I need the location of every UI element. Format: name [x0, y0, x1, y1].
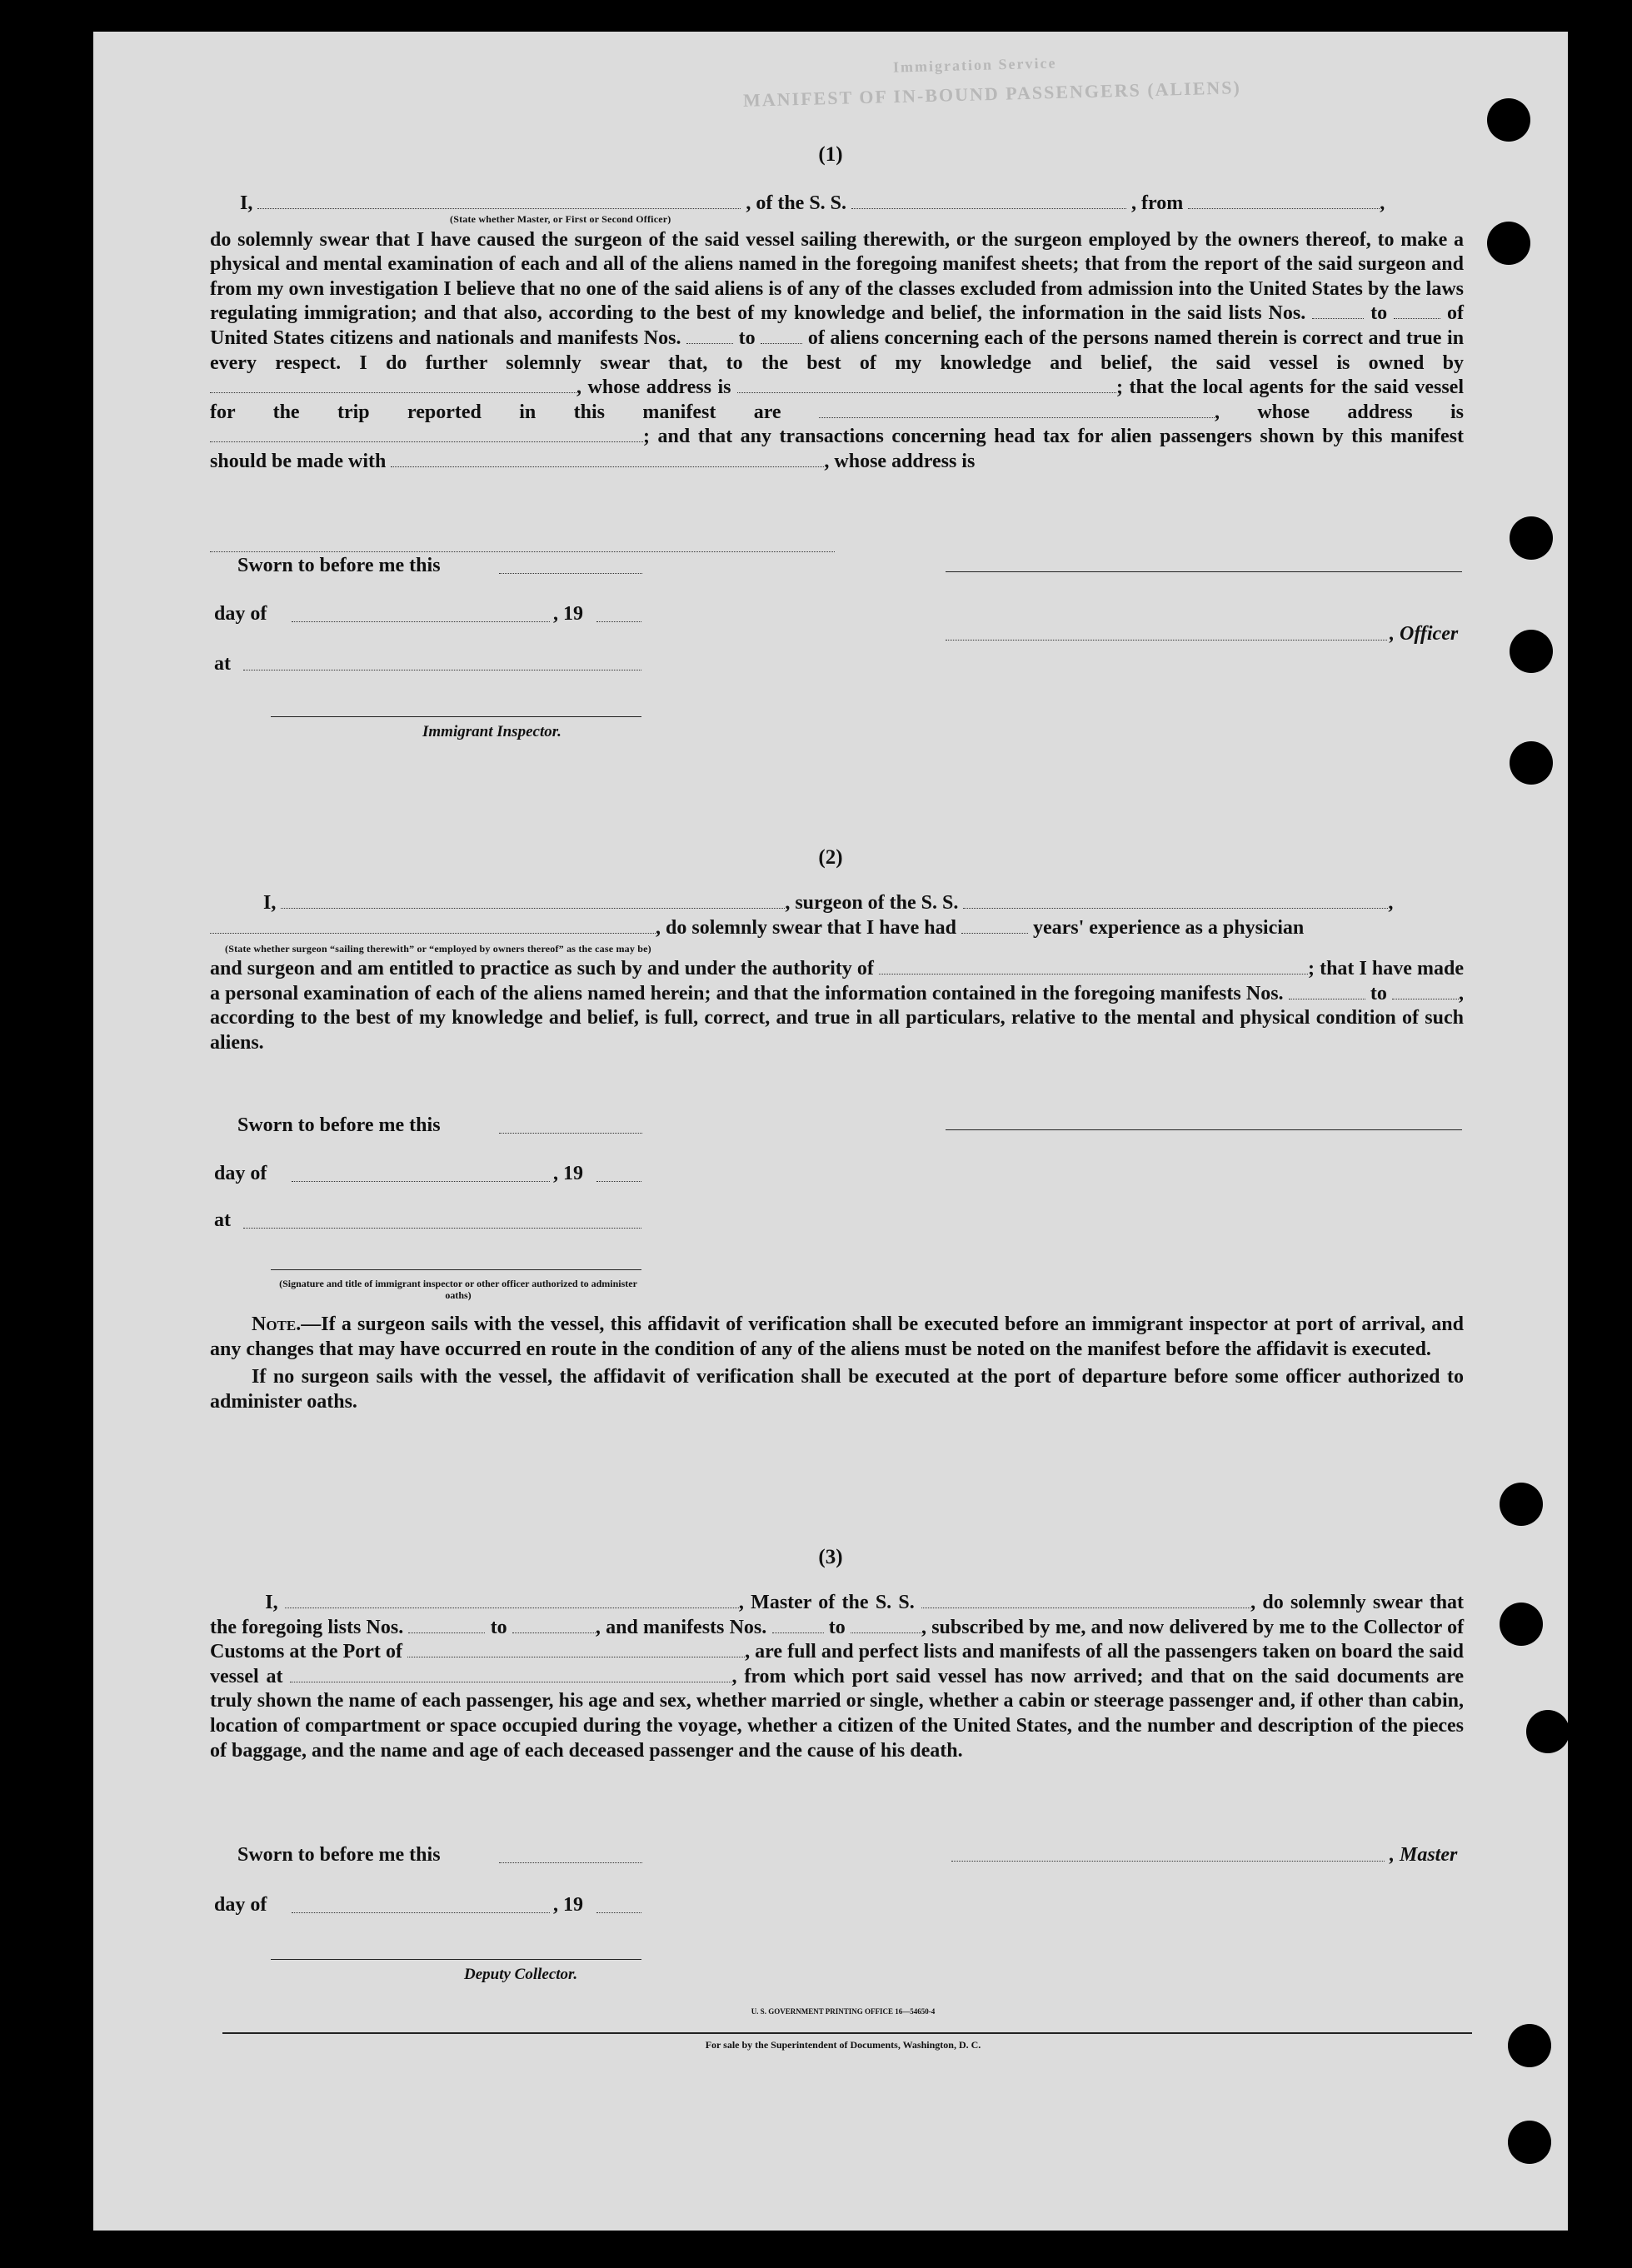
printing-office-line: U. S. GOVERNMENT PRINTING OFFICE 16—54650-4 — [751, 2007, 936, 2016]
section-2-oath — [210, 891, 1464, 1056]
note-paragraph-2: If no surgeon sails with the vessel, the affidavit of verification shall be executed at the port of departure before some officer authorized to administer oaths. — [210, 1366, 1464, 1413]
authority-field[interactable] — [879, 962, 1308, 974]
footer-rule — [222, 2032, 1472, 2034]
master-name-field[interactable] — [285, 1596, 739, 1608]
section-1-body: do solemnly swear that I have caused the surgeon of the said vessel sailing therewith, or the surgeon employed by the owners thereof, to make a physical and mental examination of each and all of the aliens named in the foregoing manifest sheets; that from the report of the said surgeon and from my own investigation I believe that no one of the said aliens is of any of the classes excluded from admission into the United States by the laws regulating immigration; and that also, according to the best of my knowledge and belief, the information in the said lists Nos. to of United States citizens and nationals and manifests Nos. to of aliens concerning each of the persons named therein is correct and true in every respect. I do further solemnly swear that, to the best of my knowledge and belief, the said vessel is owned by , whose address is ; that the local agents for the said vessel for the trip reported in this manifest are , whose address is ; and that any transactions concerning head tax for alien passengers shown by this manifest should be made with , whose address is — [210, 228, 1465, 472]
sworn-label-3: Sworn to before me this — [237, 1844, 441, 1866]
head-tax-party-field[interactable] — [391, 455, 824, 467]
lists-from-field[interactable] — [1312, 307, 1364, 319]
sworn-date-field-2[interactable] — [499, 1133, 642, 1134]
punch-hole — [1526, 1710, 1570, 1753]
master-caption: , Master — [1390, 1844, 1458, 1866]
master-vessel-field[interactable] — [921, 1596, 1250, 1608]
note-block — [210, 1313, 1464, 1414]
punch-hole — [1500, 1603, 1543, 1646]
inspector-caption-2: (Signature and title of immigrant inspector or other officer authorized to administer oaths) — [279, 1278, 637, 1301]
section-3-body: I, , Master of the S. S. , do solemnly swear that the foregoing lists Nos. to , and manifests Nos. to , subscribed by me, and now delivered by me to the Collector of Customs at the Port of , are full and perfect lists and manifests of all the passengers taken on board the said vessel at , from which port said vessel has now arrived; and that on the said documents are truly shown the name of each passenger, his age and sex, whether married or single, whether a cabin or steerage passenger and, if other than cabin, location of compartment or space occupied during the voyage, whether a citizen of the United States, and the number and description of the pieces of baggage, and the name and age of each deceased passenger and the cause of his death. — [210, 1592, 1465, 1762]
master-signature-field[interactable] — [951, 1861, 1385, 1862]
year-field-1[interactable] — [596, 621, 641, 622]
section-1-number: (1) — [818, 143, 843, 166]
place-field-2[interactable] — [243, 1228, 641, 1229]
month-field-2[interactable] — [292, 1181, 550, 1182]
manifests-to-field[interactable] — [761, 331, 802, 344]
agents-address-field[interactable] — [210, 430, 643, 442]
inspector-signature-line-2[interactable] — [271, 1269, 641, 1270]
master-manifests-from-field[interactable] — [772, 1621, 824, 1633]
sworn-date-field-3[interactable] — [499, 1862, 642, 1863]
day-of-label-3: day of — [214, 1894, 267, 1916]
punch-hole — [1508, 2024, 1551, 2067]
year-label-2: , 19 — [553, 1163, 583, 1184]
sworn-label-2: Sworn to before me this — [237, 1114, 441, 1136]
surgeon-name-field[interactable] — [281, 896, 785, 909]
surgeon-manifests-from-field[interactable] — [1289, 987, 1365, 999]
punch-hole — [1510, 630, 1553, 673]
bleed-through-header-1: Immigration Service — [892, 54, 1057, 76]
officer-caption: (State whether Master, or First or Second Officer) — [450, 213, 671, 225]
officer-signature-line[interactable] — [946, 571, 1462, 572]
section-1-oath — [210, 192, 1464, 475]
deputy-caption: Deputy Collector. — [464, 1966, 578, 1983]
punch-hole — [1510, 516, 1553, 560]
boarding-port-field[interactable] — [290, 1670, 731, 1682]
sworn-date-field-1[interactable] — [499, 573, 642, 574]
deputy-signature-line[interactable] — [271, 1959, 641, 1960]
note-paragraph: Note.—If a surgeon sails with the vessel, this affidavit of verification shall be executed before an immigrant inspector at port of arrival, and any changes that may have occurred en route in the condition of any of the aliens must be noted on the manifest before the affidavit is executed. — [210, 1313, 1464, 1360]
years-experience-field[interactable] — [961, 921, 1028, 934]
section-2-line-2: , do solemnly swear that I have had years' experience as a physician — [210, 916, 1464, 941]
day-of-label-1: day of — [214, 603, 267, 625]
master-lists-from-field[interactable] — [408, 1621, 485, 1633]
inspector-caption: Immigrant Inspector. — [422, 723, 561, 740]
section-1-line-1: I, , of the S. S. , from , — [240, 192, 1385, 214]
manifests-from-field[interactable] — [686, 331, 733, 344]
surgeon-signature-line[interactable] — [946, 1129, 1462, 1130]
surgeon-vessel-field[interactable] — [963, 896, 1388, 909]
document-page — [93, 32, 1568, 2231]
month-field-3[interactable] — [292, 1912, 550, 1913]
inspector-signature-line[interactable] — [271, 716, 641, 717]
officer-signature-field[interactable] — [946, 640, 1387, 641]
officer-name-field[interactable] — [257, 197, 741, 209]
surgeon-caption: (State whether surgeon “sailing therewith” or “employed by owners thereof” as the case may be) — [225, 943, 651, 955]
at-label-1: at — [214, 653, 231, 675]
officer-caption: , Officer — [1390, 623, 1459, 645]
sworn-label-1: Sworn to before me this — [237, 555, 441, 576]
year-field-3[interactable] — [596, 1912, 641, 1913]
punch-hole — [1500, 1483, 1543, 1526]
year-label-3: , 19 — [553, 1894, 583, 1916]
punch-hole — [1510, 741, 1553, 785]
section-2-body: and surgeon and am entitled to practice as such by and under the authority of ; that I have made a personal examination of each of the aliens named herein; and that the information contained in the foregoing manifests Nos. to , according to the best of my knowledge and belief, is full, correct, and true in all particulars, relative to the mental and physical condition of such aliens. — [210, 958, 1465, 1054]
vessel-name-field[interactable] — [851, 197, 1126, 209]
at-label-2: at — [214, 1209, 231, 1231]
punch-hole — [1508, 2121, 1551, 2164]
section-3-number: (3) — [818, 1546, 843, 1568]
lists-to-field[interactable] — [1394, 307, 1440, 319]
master-lists-to-field[interactable] — [512, 1621, 596, 1633]
day-of-label-2: day of — [214, 1163, 267, 1184]
section-3-oath — [210, 1591, 1464, 1763]
surgeon-manifests-to-field[interactable] — [1392, 987, 1459, 999]
owner-field[interactable] — [210, 381, 576, 393]
from-port-field[interactable] — [1188, 197, 1380, 209]
sale-notice: For sale by the Superintendent of Documents, Washington, D. C. — [705, 2039, 981, 2051]
year-label-1: , 19 — [553, 603, 583, 625]
month-field-1[interactable] — [292, 621, 550, 622]
head-tax-address-field[interactable] — [210, 551, 835, 552]
section-2-line-1: I, , surgeon of the S. S. , — [263, 892, 1394, 914]
master-manifests-to-field[interactable] — [851, 1621, 921, 1633]
section-2-number: (2) — [818, 846, 843, 869]
bleed-through-header-2: MANIFEST OF IN-BOUND PASSENGERS (ALIENS) — [742, 77, 1242, 111]
owner-address-field[interactable] — [737, 381, 1116, 393]
punch-hole — [1487, 222, 1530, 265]
year-field-2[interactable] — [596, 1181, 641, 1182]
oath-subject-label: I, — [240, 192, 253, 214]
local-agents-field[interactable] — [819, 406, 1215, 418]
surgeon-capacity-field[interactable] — [210, 921, 656, 934]
port-field[interactable] — [407, 1645, 745, 1657]
punch-hole — [1487, 98, 1530, 142]
